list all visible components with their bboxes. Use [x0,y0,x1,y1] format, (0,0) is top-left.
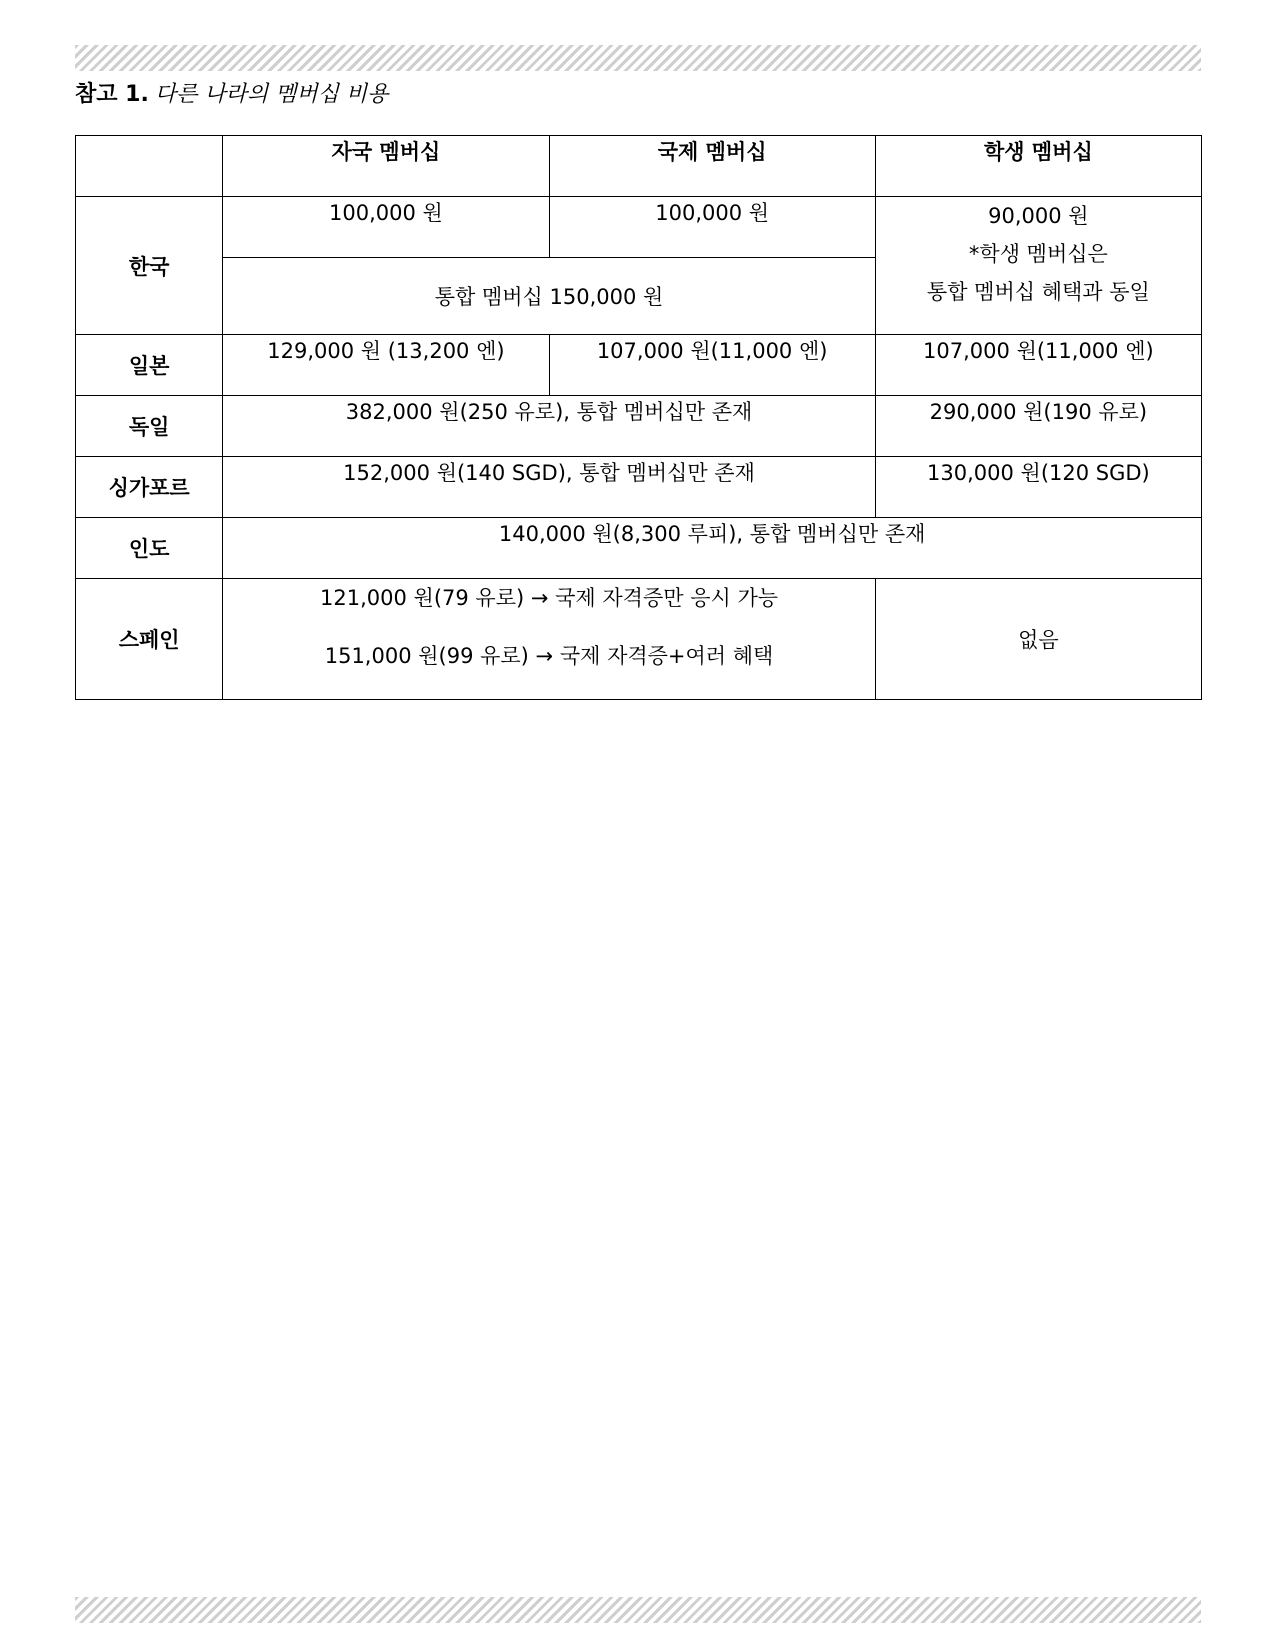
korea-student-fee [875,197,1201,335]
country-india: 인도 [76,518,223,579]
japan-domestic-fee: 129,000 원 (13,200 엔) [223,335,549,396]
india-combined-fee: 140,000 원(8,300 루피), 통합 멤버십만 존재 [223,518,1202,579]
spain-option-2: 151,000 원(99 유로) → 국제 자격증+여러 혜택 [324,644,774,668]
caption-text: 다른 나라의 멤버십 비용 [154,82,389,107]
footer-hatch-band [75,1597,1201,1623]
korea-student-note-2: 통합 멤버십 혜택과 동일 [926,280,1150,304]
table-row-singapore [76,457,1202,518]
spain-student-fee: 없음 [875,579,1201,700]
header-hatch-band [75,45,1201,71]
singapore-combined-fee: 152,000 원(140 SGD), 통합 멤버십만 존재 [223,457,875,518]
country-singapore: 싱가포르 [76,457,223,518]
korea-student-price: 90,000 원 [988,204,1089,228]
germany-student-fee: 290,000 원(190 유로) [875,396,1201,457]
country-spain: 스페인 [76,579,223,700]
table-row-korea [76,197,1202,258]
germany-combined-fee: 382,000 원(250 유로), 통합 멤버십만 존재 [223,396,875,457]
header-international: 국제 멤버십 [549,136,875,197]
table-header-row [76,136,1202,197]
korea-student-note-1: *학생 멤버십은 [968,242,1108,266]
japan-student-fee: 107,000 원(11,000 엔) [875,335,1201,396]
japan-international-fee: 107,000 원(11,000 엔) [549,335,875,396]
table-row-india [76,518,1202,579]
country-japan: 일본 [76,335,223,396]
header-student: 학생 멤버십 [875,136,1201,197]
header-corner-cell [76,136,223,197]
membership-fee-table [75,135,1202,700]
table-row-germany [76,396,1202,457]
korea-domestic-fee: 100,000 원 [223,197,549,258]
spain-fee-options [223,579,875,700]
table-caption [75,80,388,110]
country-germany: 독일 [76,396,223,457]
header-domestic: 자국 멤버십 [223,136,549,197]
spain-option-1: 121,000 원(79 유로) → 국제 자격증만 응시 가능 [320,586,779,610]
singapore-student-fee: 130,000 원(120 SGD) [875,457,1201,518]
korea-combined-fee: 통합 멤버십 150,000 원 [223,258,875,335]
korea-international-fee: 100,000 원 [549,197,875,258]
country-korea: 한국 [76,197,223,335]
table-row-spain [76,579,1202,700]
table-row-japan [76,335,1202,396]
caption-label: 참고 1. [75,82,149,107]
